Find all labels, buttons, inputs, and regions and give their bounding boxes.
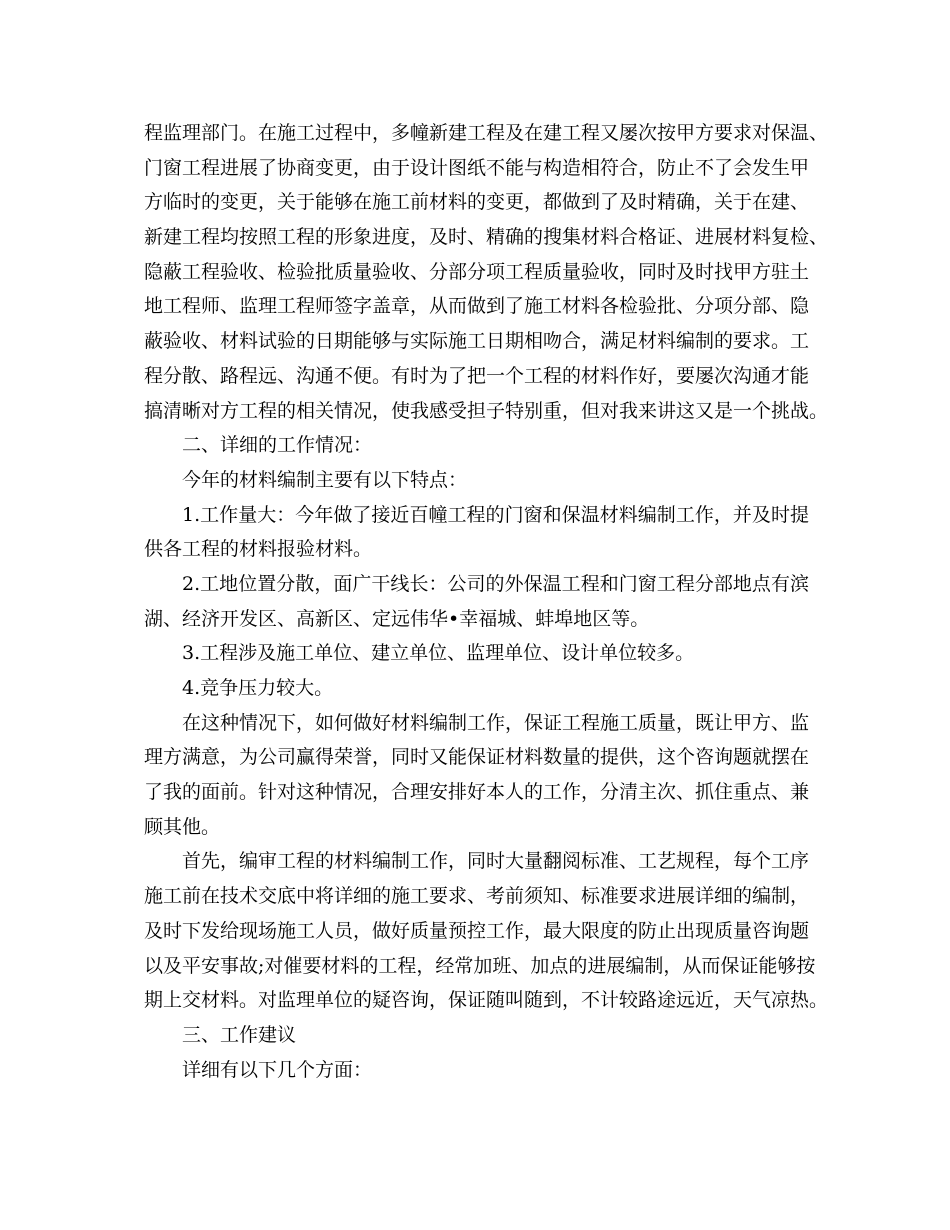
section-heading-2: 二、详细的工作情况： <box>182 434 373 457</box>
document-body <box>144 116 829 1087</box>
list-item-2-continued: 湖、经济开发区、高新区、定远伟华•幸福城、蚌埠地区等。 <box>144 607 650 630</box>
body-text-line: 在这种情况下，如何做好材料编制工作，保证工程施工质量，既让甲方、监 <box>182 711 810 734</box>
body-text-line: 理方满意，为公司赢得荣誉，同时又能保证材料数量的提供，这个咨询题就摆在 <box>144 746 810 769</box>
body-text-line: 期上交材料。对监理单位的疑咨询，保证随叫随到，不计较路途远近，天气凉热。 <box>144 989 829 1012</box>
body-text-line: 地工程师、监理工程师签字盖章，从而做到了施工材料各检验批、分项分部、隐 <box>144 295 810 318</box>
body-text-line: 以及平安事故;对催要材料的工程，经常加班、加点的进展编制，从而保证能够按 <box>144 954 816 977</box>
body-text-line: 新建工程均按照工程的形象进度，及时、精确的搜集材料合格证、进展材料复检、 <box>144 226 829 249</box>
list-item-1-continued: 供各工程的材料报验材料。 <box>144 538 373 561</box>
body-text-line: 搞清晰对方工程的相关情况，使我感受担子特别重，但对我来讲这又是一个挑战。 <box>144 399 829 422</box>
body-text-line: 施工前在技术交底中将详细的施工要求、考前须知、标准要求进展详细的编制， <box>144 885 810 908</box>
body-text-line: 及时下发给现场施工人员，做好质量预控工作，最大限度的防止出现质量咨询题 <box>144 919 810 942</box>
list-item-4: 4.竞争压力较大。 <box>182 677 334 699</box>
body-text-line: 隐蔽工程验收、检验批质量验收、分部分项工程质量验收，同时及时找甲方驻土 <box>144 260 810 283</box>
body-text-line: 详细有以下几个方面： <box>182 1058 373 1081</box>
section-heading-3: 三、工作建议 <box>182 1023 297 1046</box>
list-item-1: 1.工作量大：今年做了接近百幢工程的门窗和保温材料编制工作，并及时提 <box>182 503 809 526</box>
list-item-2: 2.工地位置分散，面广干线长：公司的外保温工程和门窗工程分部地点有滨 <box>182 572 809 595</box>
body-text-line: 方临时的变更，关于能够在施工前材料的变更，都做到了及时精确，关于在建、 <box>144 191 810 214</box>
body-text-line: 了我的面前。针对这种情况，合理安排好本人的工作，分清主次、抓住重点、兼 <box>144 781 810 804</box>
list-item-3: 3.工程涉及施工单位、建立单位、监理单位、设计单位较多。 <box>182 642 695 665</box>
body-text-line: 门窗工程进展了协商变更，由于设计图纸不能与构造相符合，防止不了会发生甲 <box>144 156 810 179</box>
body-text-line: 今年的材料编制主要有以下特点： <box>182 468 468 491</box>
body-text-line: 程分散、路程远、沟通不便。有时为了把一个工程的材料作好，要屡次沟通才能 <box>144 364 810 387</box>
body-text-line: 首先，编审工程的材料编制工作，同时大量翻阅标准、工艺规程，每个工序 <box>182 850 810 873</box>
body-text-line: 蔽验收、材料试验的日期能够与实际施工日期相吻合，满足材料编制的要求。工 <box>144 330 810 353</box>
body-text-line: 程监理部门。在施工过程中，多幢新建工程及在建工程又屡次按甲方要求对保温、 <box>144 122 829 144</box>
body-text-line: 顾其他。 <box>144 815 221 838</box>
